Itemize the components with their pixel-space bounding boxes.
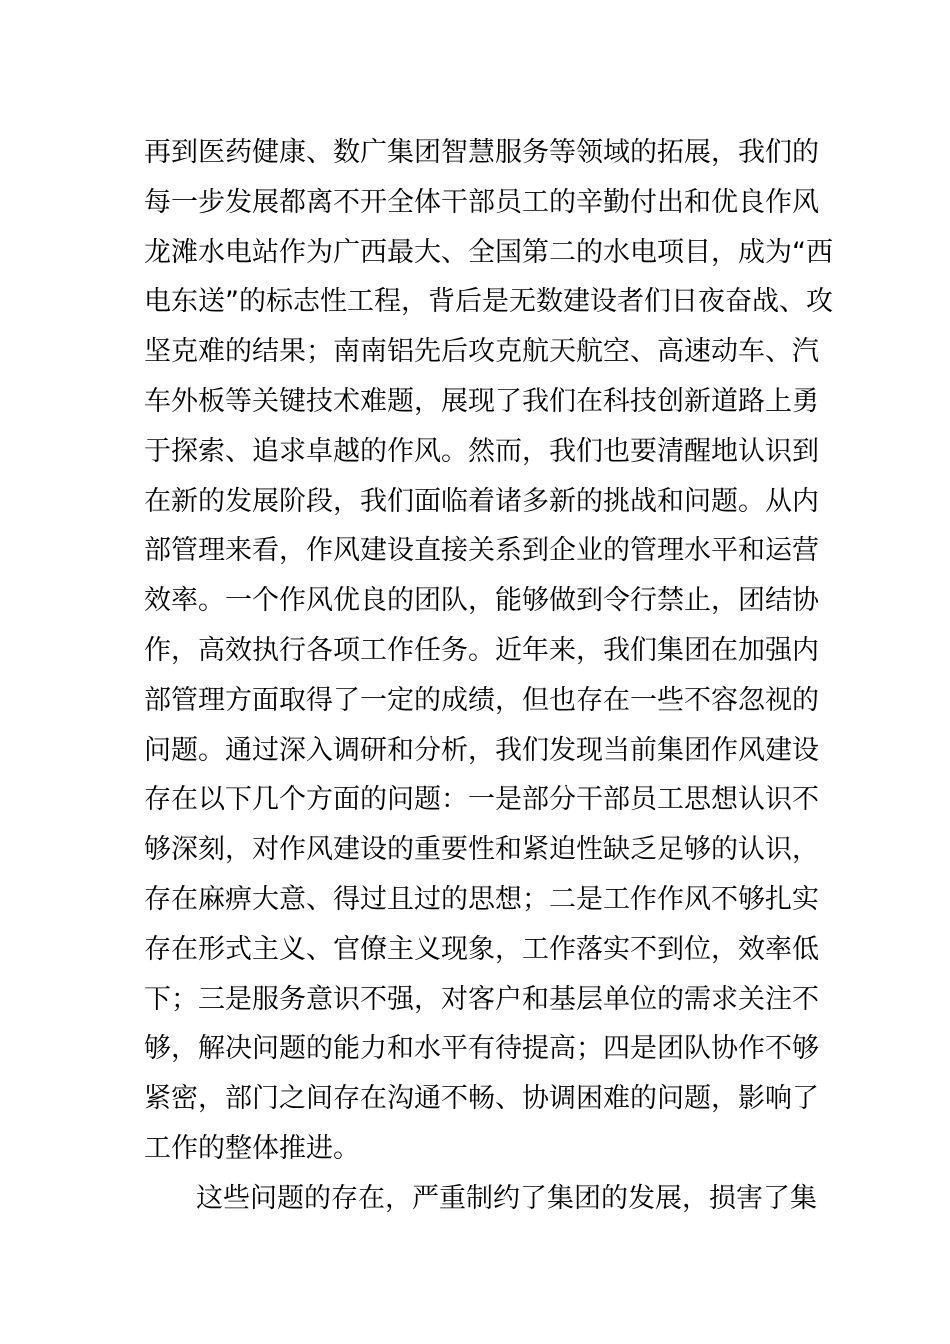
paragraph-start-line: 这些问题的存在，严重制约了集团的发展，损害了集 [196,1182,817,1214]
text-line: 作，高效执行各项工作任务。近年来，我们集团在加强内 [144,634,819,666]
text-line: 下；三是服务意识不强，对客户和基层单位的需求关注不 [144,983,819,1015]
text-line: 够深刻，对作风建设的重要性和紧迫性缺乏足够的认识， [144,834,819,866]
text-line: 部管理来看，作风建设直接关系到企业的管理水平和运营 [144,535,819,567]
text-line: 每一步发展都离不开全体干部员工的辛勤付出和优良作风 [144,186,819,218]
text-line: 在新的发展阶段，我们面临着诸多新的挑战和问题。从内 [144,485,819,517]
text-line: 紧密，部门之间存在沟通不畅、协调困难的问题，影响了 [144,1083,819,1115]
text-line: 电东送”的标志性工程，背后是无数建设者们日夜奋战、攻 [144,286,833,318]
body-text [144,128,833,1224]
text-line: 存在以下几个方面的问题：一是部分干部员工思想认识不 [144,784,819,816]
text-line: 坚克难的结果；南南铝先后攻克航天航空、高速动车、汽 [144,336,819,368]
text-line: 龙滩水电站作为广西最大、全国第二的水电项目，成为“西 [144,236,833,268]
text-line: 车外板等关键技术难题，展现了我们在科技创新道路上勇 [144,385,819,417]
text-line: 于探索、追求卓越的作风。然而，我们也要清醒地认识到 [144,435,819,467]
text-line: 效率。一个作风优良的团队，能够做到令行禁止，团结协 [144,585,819,617]
text-line: 部管理方面取得了一定的成绩，但也存在一些不容忽视的 [144,684,819,716]
text-line: 问题。通过深入调研和分析，我们发现当前集团作风建设 [144,734,819,766]
text-line: 存在麻痹大意、得过且过的思想；二是工作作风不够扎实 [144,883,819,915]
text-line: 够，解决问题的能力和水平有待提高；四是团队协作不够 [144,1033,819,1065]
text-line: 存在形式主义、官僚主义现象，工作落实不到位，效率低 [144,933,819,965]
paragraph-end-line: 工作的整体推进。 [144,1132,360,1164]
text-line: 再到医药健康、数广集团智慧服务等领域的拓展，我们的 [144,137,819,168]
